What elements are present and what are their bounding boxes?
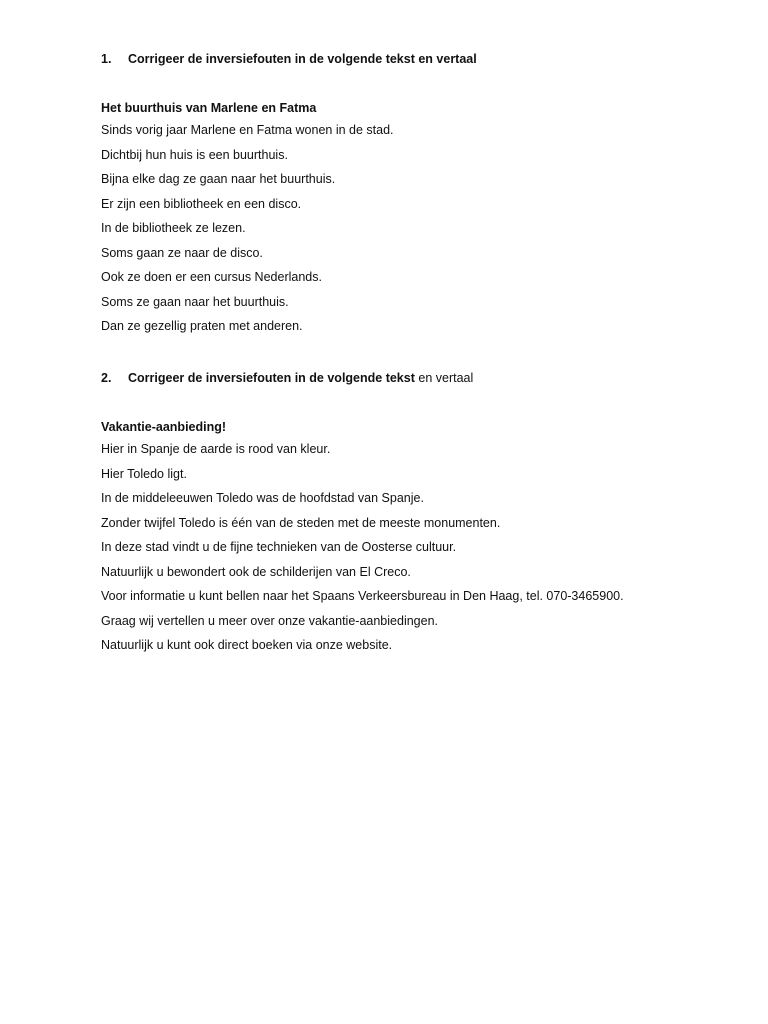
exercise-1-line: Er zijn een bibliotheek en een disco. bbox=[101, 196, 302, 211]
exercise-1-line: Soms gaan ze naar de disco. bbox=[101, 245, 263, 260]
exercise-2-line: In de middeleeuwen Toledo was de hoofdstad van Spanje. bbox=[101, 491, 424, 505]
exercise-1-line: Soms ze gaan naar het buurthuis. bbox=[101, 294, 289, 309]
exercise-1-heading bbox=[101, 50, 701, 69]
exercise-1-line: Sinds vorig jaar Marlene en Fatma wonen in de stad. bbox=[101, 123, 394, 137]
exercise-2-line: Voor informatie u kunt bellen naar het Spaans Verkeersbureau in Den Haag, tel. 070-3465900. bbox=[101, 589, 624, 603]
exercise-2-line: Hier in Spanje de aarde is rood van kleur. bbox=[101, 442, 331, 456]
exercise-2-instruction-tail: en vertaal bbox=[414, 371, 474, 385]
exercise-1-title: Het buurthuis van Marlene en Fatma bbox=[101, 101, 317, 115]
exercise-2-line: In deze stad vindt u de fijne technieken van de Oosterse cultuur. bbox=[101, 540, 457, 554]
exercise-2-title: Vakantie-aanbieding! bbox=[101, 420, 227, 434]
exercise-1-line: Bijna elke dag ze gaan naar het buurthuis. bbox=[101, 172, 336, 186]
exercise-2-line: Natuurlijk u bewondert ook de schilderijen van El Creco. bbox=[101, 564, 411, 579]
exercise-2-heading bbox=[101, 369, 701, 388]
exercise-1-line: Dichtbij hun huis is een buurthuis. bbox=[101, 147, 288, 162]
exercise-1-line: Dan ze gezellig praten met anderen. bbox=[101, 319, 303, 333]
exercise-1-instruction: Corrigeer de inversiefouten in de volgende tekst en vertaal bbox=[128, 52, 477, 66]
exercise-2 bbox=[101, 369, 701, 658]
exercise-2-line: Natuurlijk u kunt ook direct boeken via onze website. bbox=[101, 638, 393, 652]
exercise-1 bbox=[101, 50, 701, 339]
exercise-1-line: In de bibliotheek ze lezen. bbox=[101, 221, 246, 235]
exercise-2-line: Hier Toledo ligt. bbox=[101, 466, 187, 481]
exercise-2-line: Zonder twijfel Toledo is één van de steden met de meeste monumenten. bbox=[101, 515, 501, 530]
exercise-1-line: Ook ze doen er een cursus Nederlands. bbox=[101, 270, 322, 284]
exercise-2-instruction: Corrigeer de inversiefouten in de volgende tekst bbox=[128, 371, 415, 385]
exercise-2-number: 2. bbox=[101, 371, 112, 385]
exercise-1-number: 1. bbox=[101, 52, 112, 66]
exercise-2-line: Graag wij vertellen u meer over onze vakantie-aanbiedingen. bbox=[101, 613, 438, 628]
